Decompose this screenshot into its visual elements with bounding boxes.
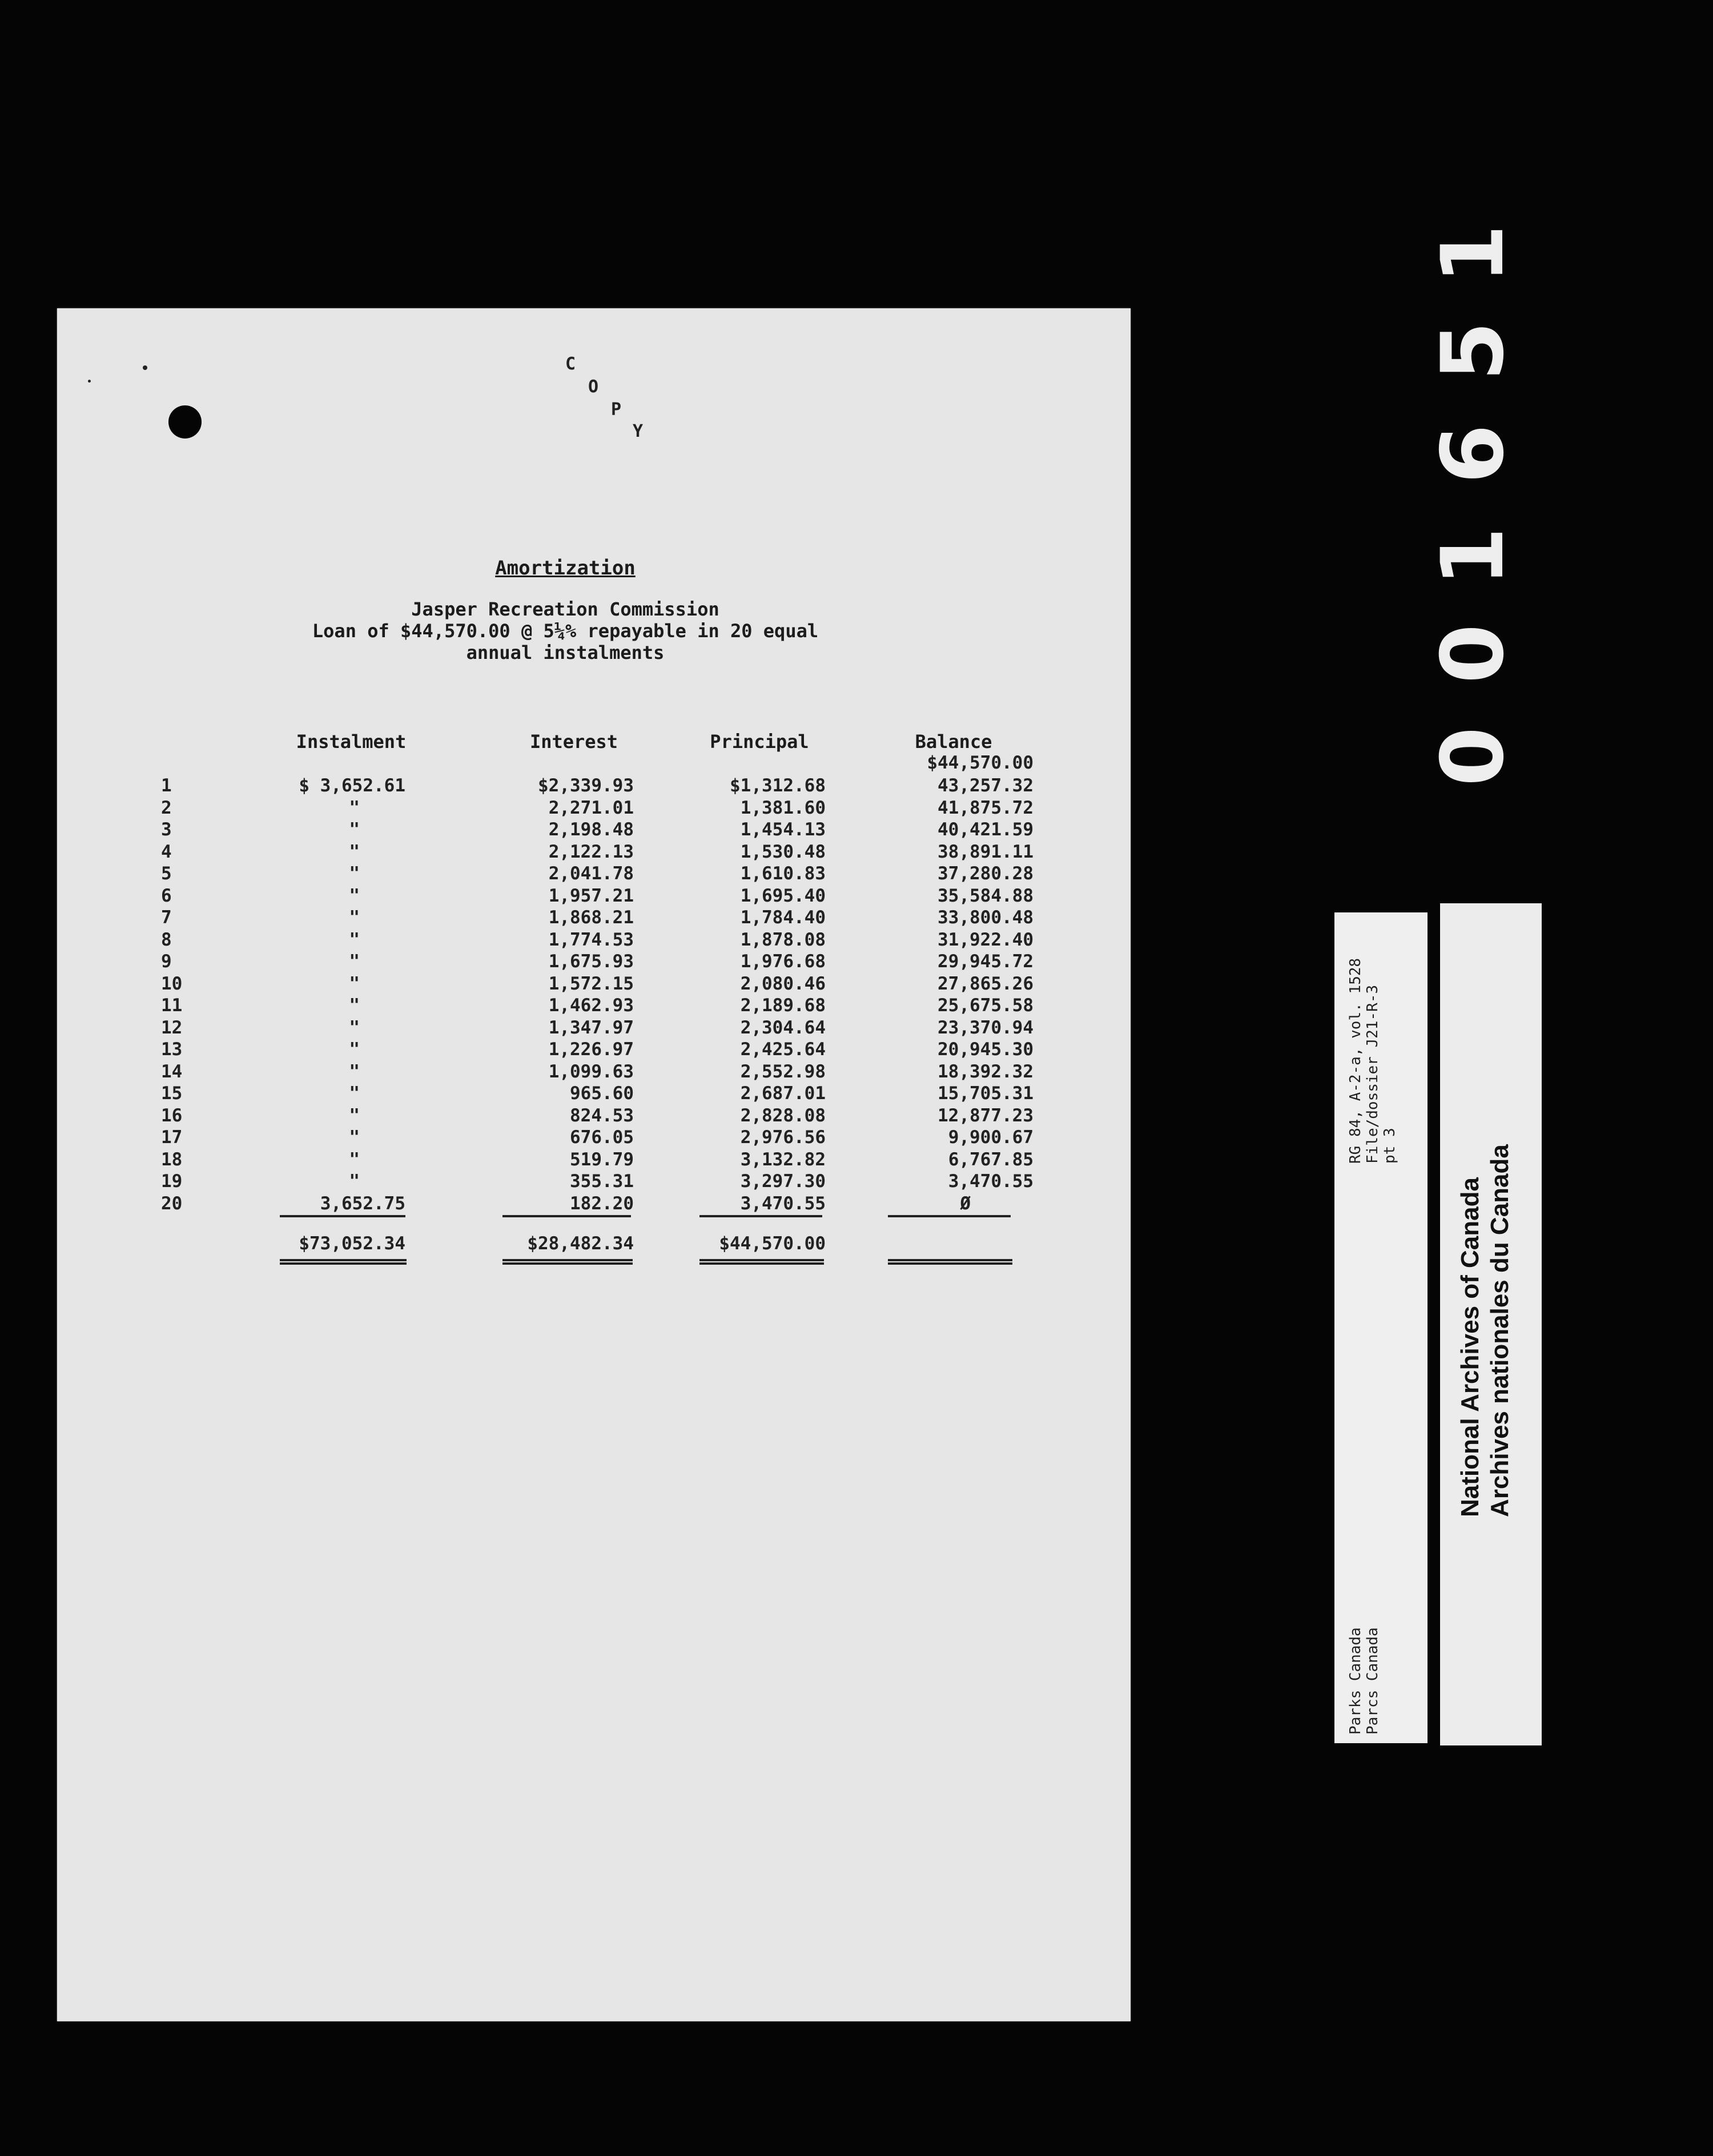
principal-cell: 3,470.55 — [740, 1193, 826, 1214]
subtotal-rule — [888, 1215, 1011, 1217]
principal-cell: 2,425.64 — [740, 1039, 826, 1060]
row-number: 18 — [161, 1149, 183, 1170]
balance-cell: 15,705.31 — [938, 1083, 1034, 1104]
instalment-cell: " — [349, 907, 360, 928]
interest-cell: 2,198.48 — [548, 819, 634, 840]
instalment-cell: " — [349, 995, 360, 1016]
paper-speck — [88, 380, 91, 383]
instalment-cell: " — [349, 1061, 360, 1082]
interest-cell: 1,675.93 — [548, 951, 634, 972]
principal-cell: 1,784.40 — [740, 907, 826, 928]
department-line: Parks Canada — [1347, 1627, 1364, 1735]
balance-cell: Ø — [960, 1193, 971, 1214]
copy-stamp-letter: O — [588, 377, 599, 397]
total-interest: $28,482.34 — [527, 1233, 634, 1254]
copy-stamp-letter: P — [611, 400, 622, 420]
principal-cell: 1,878.08 — [740, 930, 826, 950]
total-double-rule — [280, 1259, 407, 1265]
paper-speck — [143, 365, 147, 370]
interest-cell: 519.79 — [570, 1149, 634, 1170]
principal-cell: 2,976.56 — [740, 1127, 826, 1148]
balance-cell: 37,280.28 — [938, 863, 1034, 884]
row-number: 4 — [161, 842, 172, 862]
principal-cell: 1,530.48 — [740, 842, 826, 862]
principal-cell: 2,552.98 — [740, 1061, 826, 1082]
row-number: 5 — [161, 863, 172, 884]
interest-cell: 1,957.21 — [548, 886, 634, 906]
instalment-cell: $ 3,652.61 — [299, 775, 405, 796]
balance-cell: 20,945.30 — [938, 1039, 1034, 1060]
interest-cell: $2,339.93 — [538, 775, 634, 796]
row-number: 9 — [161, 951, 172, 972]
stamp-digit: 0 — [1424, 726, 1523, 787]
principal-cell: 2,189.68 — [740, 995, 826, 1016]
row-number: 7 — [161, 907, 172, 928]
instalment-cell: " — [349, 1149, 360, 1170]
balance-cell: 43,257.32 — [938, 775, 1034, 796]
total-double-rule — [888, 1259, 1012, 1265]
balance-cell: 27,865.26 — [938, 974, 1034, 994]
subtotal-rule — [280, 1215, 405, 1217]
reference-line: File/dossier J21-R-3 — [1364, 984, 1381, 1164]
principal-cell: 2,304.64 — [740, 1017, 826, 1038]
archive-number-stamp — [1424, 188, 1523, 788]
principal-cell: 1,381.60 — [740, 798, 826, 818]
interest-cell: 2,271.01 — [548, 798, 634, 818]
balance-cell: 33,800.48 — [938, 907, 1034, 928]
stamp-digit: 1 — [1424, 224, 1523, 284]
punch-hole — [168, 405, 202, 439]
row-number: 10 — [161, 974, 183, 994]
principal-cell: 1,976.68 — [740, 951, 826, 972]
principal-cell: $1,312.68 — [730, 775, 826, 796]
interest-cell: 1,572.15 — [548, 974, 634, 994]
column-header-balance: Balance — [915, 731, 992, 753]
principal-cell: 3,132.82 — [740, 1149, 826, 1170]
instalment-cell: " — [349, 1171, 360, 1192]
document-title: Amortization — [495, 557, 636, 580]
column-header-interest: Interest — [529, 731, 618, 753]
instalment-cell: " — [349, 1017, 360, 1038]
instalment-cell: " — [349, 886, 360, 906]
column-header-instalment: Instalment — [296, 731, 407, 753]
subtitle-line: Jasper Recreation Commission — [411, 598, 719, 620]
interest-cell: 182.20 — [570, 1193, 634, 1214]
total-double-rule — [502, 1259, 633, 1265]
instalment-cell: " — [349, 819, 360, 840]
total-double-rule — [699, 1259, 824, 1265]
interest-cell: 676.05 — [570, 1127, 634, 1148]
instalment-cell: " — [349, 974, 360, 994]
subtitle-line: Loan of $44,570.00 @ 5¼% repayable in 20 equal — [312, 620, 819, 642]
total-principal: $44,570.00 — [719, 1233, 826, 1254]
instalment-cell: " — [349, 798, 360, 818]
department-line: Parcs Canada — [1364, 1627, 1381, 1735]
principal-cell: 2,828.08 — [740, 1105, 826, 1126]
interest-cell: 2,122.13 — [548, 842, 634, 862]
stamp-digit: 1 — [1424, 526, 1523, 587]
stamp-digit: 5 — [1424, 321, 1523, 381]
row-number: 14 — [161, 1061, 183, 1082]
interest-cell: 1,347.97 — [548, 1017, 634, 1038]
interest-cell: 1,226.97 — [548, 1039, 634, 1060]
balance-cell: 35,584.88 — [938, 886, 1034, 906]
stamp-digit: 6 — [1424, 424, 1523, 484]
subtotal-rule — [502, 1215, 631, 1217]
balance-cell: 31,922.40 — [938, 930, 1034, 950]
instalment-cell: " — [349, 951, 360, 972]
reference-line: RG 84, A-2-a, vol. 1528 — [1347, 958, 1364, 1164]
balance-cell: 38,891.11 — [938, 842, 1034, 862]
instalment-cell: " — [349, 863, 360, 884]
row-number: 1 — [161, 775, 172, 796]
principal-cell: 1,695.40 — [740, 886, 826, 906]
instalment-cell: 3,652.75 — [320, 1193, 405, 1214]
document-page — [57, 308, 1131, 2021]
row-number: 3 — [161, 819, 172, 840]
balance-cell: 23,370.94 — [938, 1017, 1034, 1038]
instalment-cell: " — [349, 1083, 360, 1104]
opening-balance: $44,570.00 — [927, 753, 1034, 773]
balance-cell: 3,470.55 — [948, 1171, 1034, 1192]
principal-cell: 2,687.01 — [740, 1083, 826, 1104]
subtotal-rule — [699, 1215, 822, 1217]
row-number: 8 — [161, 930, 172, 950]
principal-cell: 1,610.83 — [740, 863, 826, 884]
instalment-cell: " — [349, 1039, 360, 1060]
principal-cell: 3,297.30 — [740, 1171, 826, 1192]
archive-institution-label — [1440, 903, 1542, 1745]
institution-name-en: National Archives of Canada — [1456, 1177, 1484, 1517]
interest-cell: 1,774.53 — [548, 930, 634, 950]
copy-stamp-letter: C — [565, 354, 576, 374]
principal-cell: 1,454.13 — [740, 819, 826, 840]
interest-cell: 355.31 — [570, 1171, 634, 1192]
row-number: 11 — [161, 995, 183, 1016]
row-number: 2 — [161, 798, 172, 818]
row-number: 17 — [161, 1127, 183, 1148]
archive-reference-label — [1334, 912, 1427, 1743]
balance-cell: 12,877.23 — [938, 1105, 1034, 1126]
interest-cell: 1,868.21 — [548, 907, 634, 928]
balance-cell: 25,675.58 — [938, 995, 1034, 1016]
subtitle-line: annual instalments — [466, 642, 665, 663]
copy-stamp-letter: Y — [633, 421, 644, 441]
column-header-principal: Principal — [710, 731, 809, 753]
row-number: 13 — [161, 1039, 183, 1060]
instalment-cell: " — [349, 1105, 360, 1126]
balance-cell: 18,392.32 — [938, 1061, 1034, 1082]
balance-cell: 6,767.85 — [948, 1149, 1034, 1170]
row-number: 15 — [161, 1083, 183, 1104]
row-number: 6 — [161, 886, 172, 906]
row-number: 12 — [161, 1017, 183, 1038]
interest-cell: 1,462.93 — [548, 995, 634, 1016]
interest-cell: 1,099.63 — [548, 1061, 634, 1082]
stamp-digit: 0 — [1424, 624, 1523, 684]
instalment-cell: " — [349, 1127, 360, 1148]
instalment-cell: " — [349, 930, 360, 950]
row-number: 20 — [161, 1193, 183, 1214]
interest-cell: 824.53 — [570, 1105, 634, 1126]
principal-cell: 2,080.46 — [740, 974, 826, 994]
reference-line: pt 3 — [1381, 1128, 1398, 1164]
balance-cell: 40,421.59 — [938, 819, 1034, 840]
institution-name-fr: Archives nationales du Canada — [1486, 1144, 1514, 1517]
balance-cell: 29,945.72 — [938, 951, 1034, 972]
row-number: 16 — [161, 1105, 183, 1126]
balance-cell: 41,875.72 — [938, 798, 1034, 818]
balance-cell: 9,900.67 — [948, 1127, 1034, 1148]
row-number: 19 — [161, 1171, 183, 1192]
interest-cell: 2,041.78 — [548, 863, 634, 884]
interest-cell: 965.60 — [570, 1083, 634, 1104]
total-instalment: $73,052.34 — [299, 1233, 405, 1254]
instalment-cell: " — [349, 842, 360, 862]
